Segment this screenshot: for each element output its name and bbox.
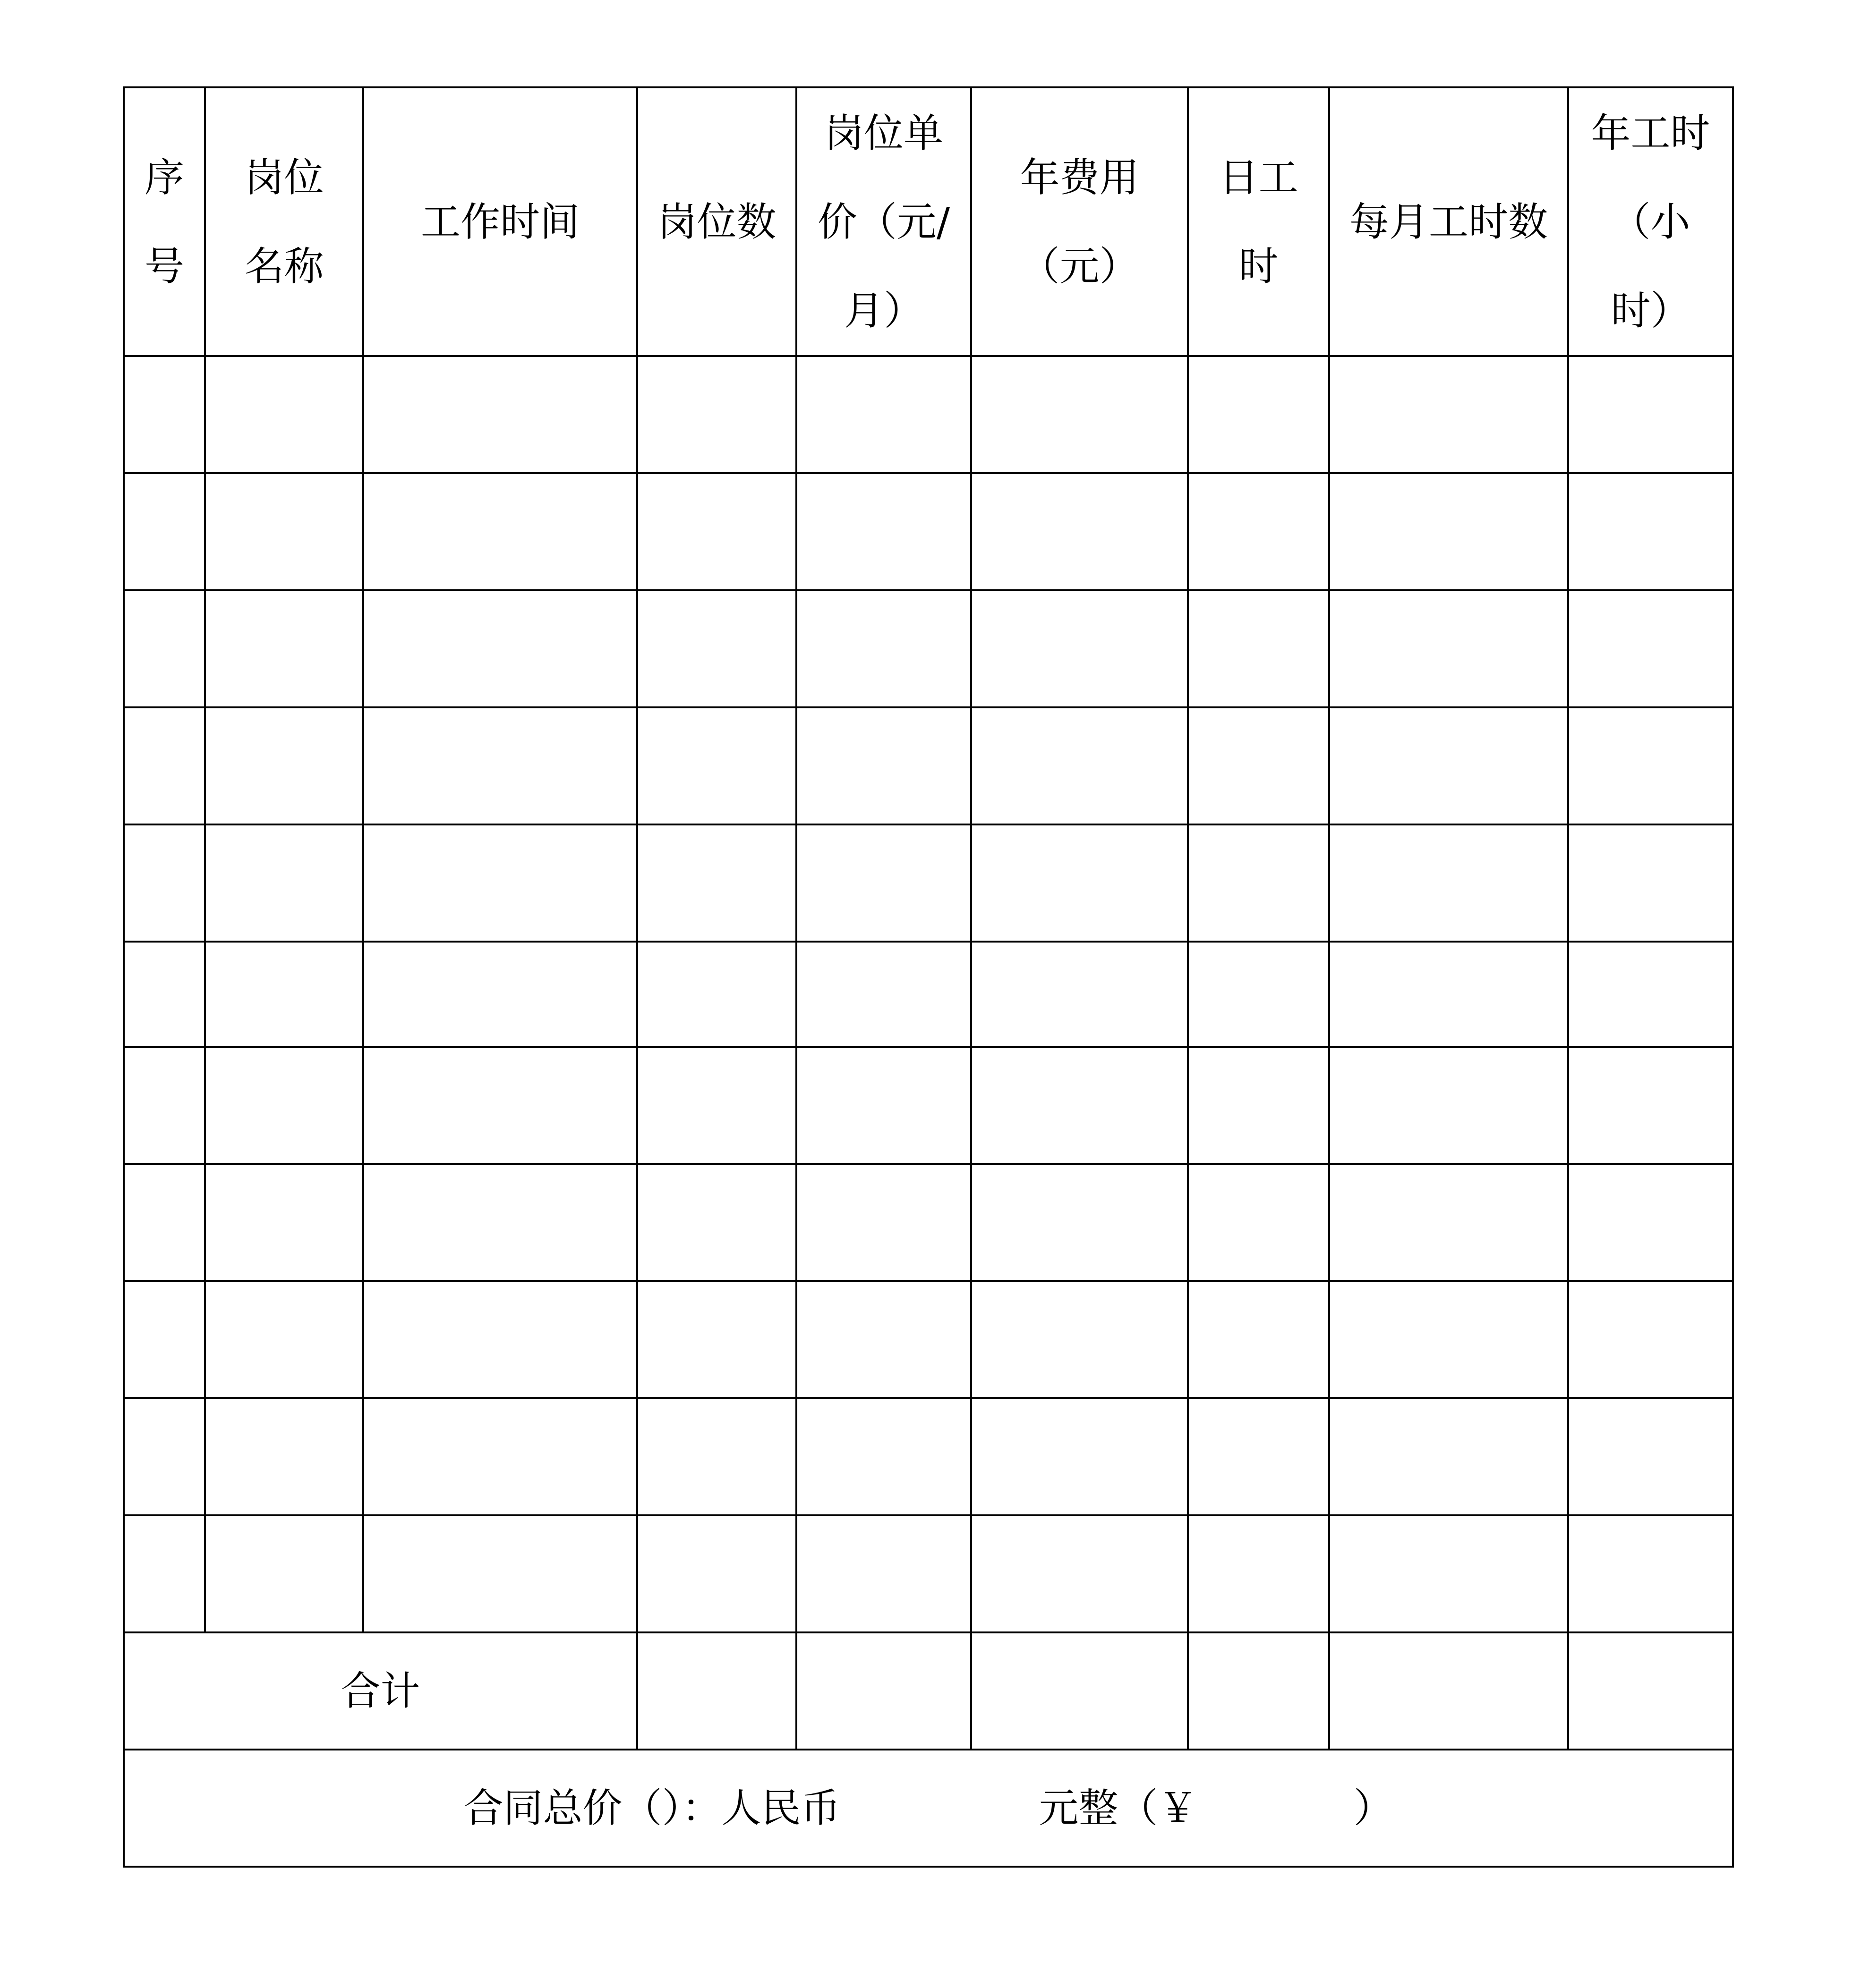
total-label: 合计 [124,1632,637,1750]
cell-post-count[interactable] [637,1047,796,1164]
table-row [124,1047,1733,1164]
cell-annual-hours[interactable] [1568,1281,1733,1398]
cell-monthly-hours[interactable] [1329,590,1568,707]
table-row [124,1515,1733,1632]
header-monthly-hours: 每月工时数 [1329,87,1568,356]
cell-post-count[interactable] [637,707,796,824]
contract-total-cell [124,1750,1733,1867]
cell-unit-price[interactable] [796,356,971,473]
cell-seq[interactable] [124,356,205,473]
cell-post-name[interactable] [205,1047,363,1164]
cell-post-count[interactable] [637,356,796,473]
cell-monthly-hours[interactable] [1329,1047,1568,1164]
cell-work-time[interactable] [363,707,637,824]
cell-post-name[interactable] [205,1281,363,1398]
table-row [124,942,1733,1047]
cell-annual-fee[interactable] [971,1398,1188,1515]
cell-work-time[interactable] [363,473,637,590]
cell-annual-hours[interactable] [1568,1047,1733,1164]
cell-unit-price[interactable] [796,1281,971,1398]
cell-seq[interactable] [124,590,205,707]
cell-daily-hours[interactable] [1188,590,1329,707]
cell-post-name[interactable] [205,473,363,590]
cell-daily-hours[interactable] [1188,356,1329,473]
cell-seq[interactable] [124,1515,205,1632]
total-row [124,1632,1733,1750]
cell-annual-fee[interactable] [971,590,1188,707]
cell-annual-hours[interactable] [1568,1164,1733,1281]
cell-seq[interactable] [124,1047,205,1164]
cell-seq[interactable] [124,707,205,824]
cell-post-count[interactable] [637,942,796,1047]
cell-daily-hours[interactable] [1188,707,1329,824]
header-annual-hours: 年工时 （小 时） [1568,87,1733,356]
cell-monthly-hours[interactable] [1329,1281,1568,1398]
cell-monthly-hours[interactable] [1329,1515,1568,1632]
cell-daily-hours[interactable] [1188,1164,1329,1281]
total-unit-price[interactable] [796,1632,971,1750]
cell-seq[interactable] [124,824,205,942]
cell-unit-price[interactable] [796,824,971,942]
cell-annual-fee[interactable] [971,1164,1188,1281]
cell-daily-hours[interactable] [1188,473,1329,590]
cell-post-name[interactable] [205,590,363,707]
cell-unit-price[interactable] [796,1398,971,1515]
cell-post-count[interactable] [637,824,796,942]
header-post-count: 岗位数 [637,87,796,356]
cell-unit-price[interactable] [796,590,971,707]
cell-annual-fee[interactable] [971,1515,1188,1632]
cell-post-count[interactable] [637,1398,796,1515]
header-work-time: 工作时间 [363,87,637,356]
cell-work-time[interactable] [363,1164,637,1281]
cell-annual-hours[interactable] [1568,824,1733,942]
cell-annual-hours[interactable] [1568,1398,1733,1515]
cell-post-name[interactable] [205,1515,363,1632]
cell-daily-hours[interactable] [1188,1047,1329,1164]
cell-annual-hours[interactable] [1568,942,1733,1047]
cell-work-time[interactable] [363,1281,637,1398]
cell-annual-hours[interactable] [1568,590,1733,707]
cell-post-count[interactable] [637,1281,796,1398]
header-daily-hours: 日工 时 [1188,87,1329,356]
table-row [124,1164,1733,1281]
cell-post-name[interactable] [205,942,363,1047]
table-row [124,473,1733,590]
cell-monthly-hours[interactable] [1329,942,1568,1047]
cell-unit-price[interactable] [796,1515,971,1632]
cell-annual-hours[interactable] [1568,356,1733,473]
cell-monthly-hours[interactable] [1329,1398,1568,1515]
cell-post-name[interactable] [205,824,363,942]
cell-unit-price[interactable] [796,942,971,1047]
cell-post-count[interactable] [637,1515,796,1632]
cell-annual-fee[interactable] [971,942,1188,1047]
cell-unit-price[interactable] [796,473,971,590]
cell-daily-hours[interactable] [1188,1281,1329,1398]
cell-work-time[interactable] [363,356,637,473]
cell-unit-price[interactable] [796,1164,971,1281]
cell-annual-fee[interactable] [971,824,1188,942]
cell-annual-hours[interactable] [1568,707,1733,824]
cell-work-time[interactable] [363,1398,637,1515]
table-row [124,1281,1733,1398]
table-row [124,356,1733,473]
table-row [124,590,1733,707]
cell-work-time[interactable] [363,942,637,1047]
total-monthly-hours[interactable] [1329,1632,1568,1750]
header-seq: 序 号 [124,87,205,356]
cell-annual-hours[interactable] [1568,473,1733,590]
cell-post-count[interactable] [637,1164,796,1281]
cell-post-name[interactable] [205,356,363,473]
cell-annual-hours[interactable] [1568,1515,1733,1632]
cell-seq[interactable] [124,1398,205,1515]
cell-seq[interactable] [124,942,205,1047]
cell-post-count[interactable] [637,473,796,590]
total-daily-hours[interactable] [1188,1632,1329,1750]
cell-daily-hours[interactable] [1188,942,1329,1047]
cell-monthly-hours[interactable] [1329,1164,1568,1281]
cell-monthly-hours[interactable] [1329,356,1568,473]
cell-work-time[interactable] [363,824,637,942]
header-unit-price: 岗位单 价（元/ 月） [796,87,971,356]
cell-monthly-hours[interactable] [1329,473,1568,590]
cell-daily-hours[interactable] [1188,824,1329,942]
contract-unit: 元整（￥ [1039,1785,1198,1831]
cell-annual-fee[interactable] [971,707,1188,824]
cell-seq[interactable] [124,473,205,590]
header-annual-fee: 年费用 （元） [971,87,1188,356]
cell-annual-fee[interactable] [971,473,1188,590]
table-row [124,1398,1733,1515]
cell-work-time[interactable] [363,1515,637,1632]
cell-seq[interactable] [124,1281,205,1398]
cell-annual-fee[interactable] [971,1281,1188,1398]
cell-annual-fee[interactable] [971,356,1188,473]
position-cost-table [123,86,1734,1868]
cell-daily-hours[interactable] [1188,1398,1329,1515]
cell-seq[interactable] [124,1164,205,1281]
cell-work-time[interactable] [363,1047,637,1164]
total-annual-hours[interactable] [1568,1632,1733,1750]
table-row [124,707,1733,824]
cell-unit-price[interactable] [796,707,971,824]
cell-daily-hours[interactable] [1188,1515,1329,1632]
contract-suffix: ） [1353,1785,1393,1831]
cell-annual-fee[interactable] [971,1047,1188,1164]
cell-monthly-hours[interactable] [1329,824,1568,942]
cell-post-name[interactable] [205,1164,363,1281]
table-row [124,824,1733,942]
contract-total-row [124,1750,1733,1867]
total-post-count[interactable] [637,1632,796,1750]
cell-post-name[interactable] [205,707,363,824]
cell-post-name[interactable] [205,1398,363,1515]
header-post-name: 岗位 名称 [205,87,363,356]
header-row [124,87,1733,356]
cell-monthly-hours[interactable] [1329,707,1568,824]
cell-post-count[interactable] [637,590,796,707]
cell-unit-price[interactable] [796,1047,971,1164]
cell-work-time[interactable] [363,590,637,707]
total-annual-fee[interactable] [971,1632,1188,1750]
contract-prefix: 合同总价（）：人民币 [463,1785,841,1831]
